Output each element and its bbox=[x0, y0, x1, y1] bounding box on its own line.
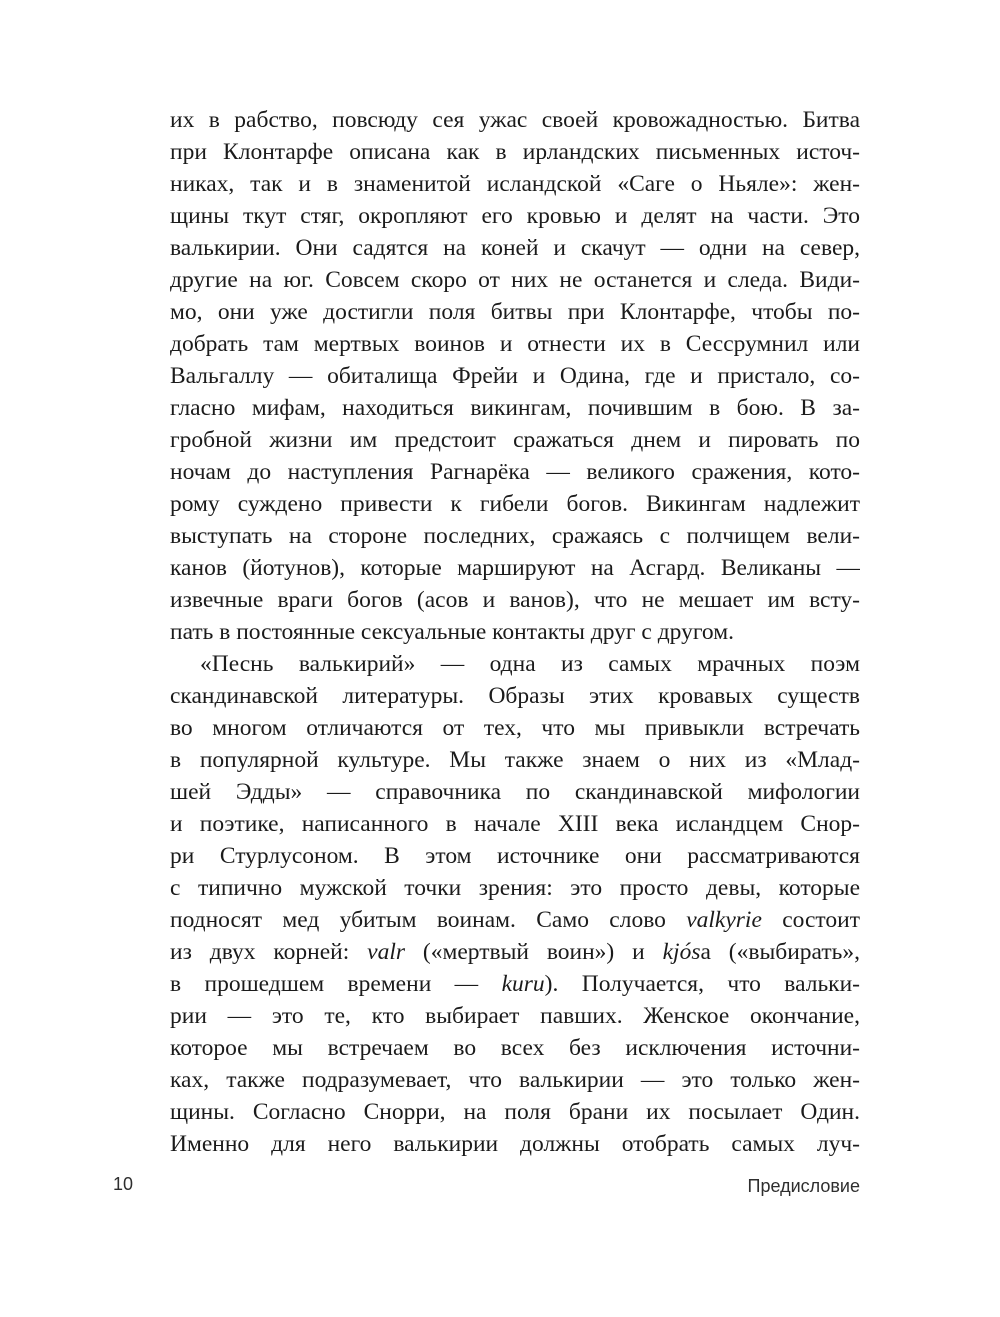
text-line bbox=[170, 744, 860, 776]
italic-term: valr bbox=[367, 939, 405, 965]
text-run: ри Стурлусоном. В этом источнике они рассматриваются bbox=[170, 843, 860, 869]
text-line bbox=[170, 296, 860, 328]
text-run: мо, они уже достигли поля битвы при Клонтарфе, чтобы по- bbox=[170, 299, 860, 325]
text-run: ночам до наступления Рагнарёка — великого сражения, кото- bbox=[170, 459, 860, 485]
text-line bbox=[170, 904, 860, 936]
text-line bbox=[170, 616, 860, 648]
text-run: ). Получается, что вальки- bbox=[544, 971, 860, 997]
text-line bbox=[170, 872, 860, 904]
text-run: щины. Согласно Снорри, на поля брани их посылает Один. bbox=[170, 1099, 860, 1125]
text-line bbox=[170, 200, 860, 232]
text-block bbox=[170, 104, 860, 1160]
text-line bbox=[170, 1000, 860, 1032]
text-run: а («выбирать», bbox=[700, 939, 860, 965]
text-run: Именно для него валькирии должны отобрать самых луч- bbox=[170, 1131, 860, 1157]
text-line bbox=[170, 584, 860, 616]
text-run: рому суждено привести к гибели богов. Викингам надлежит bbox=[170, 491, 860, 517]
text-run: при Клонтарфе описана как в ирландских письменных источ- bbox=[170, 139, 860, 165]
text-run: из двух корней: bbox=[170, 939, 368, 965]
text-line bbox=[170, 456, 860, 488]
text-run: Вальгаллу — обиталища Фрейи и Одина, где и пристало, со- bbox=[170, 363, 860, 389]
text-run: выступать на стороне последних, сражаясь с полчищем вели- bbox=[170, 523, 860, 549]
text-line bbox=[170, 840, 860, 872]
text-line bbox=[170, 264, 860, 296]
text-run: гробной жизни им предстоит сражаться днем и пировать по bbox=[170, 427, 860, 453]
text-run: их в рабство, повсюду сея ужас своей кровожадностью. Битва bbox=[170, 107, 860, 133]
text-line bbox=[170, 1128, 860, 1160]
text-run: «Песнь валькирий» — одна из самых мрачных поэм bbox=[200, 651, 860, 677]
italic-term: kuru bbox=[501, 971, 545, 997]
text-run: рии — это те, кто выбирает павших. Женское окончание, bbox=[170, 1003, 860, 1029]
text-run: скандинавской литературы. Образы этих кровавых существ bbox=[170, 683, 860, 709]
text-run: шей Эдды» — справочника по скандинавской мифологии bbox=[170, 779, 860, 805]
text-line bbox=[170, 136, 860, 168]
italic-term: kjós bbox=[662, 939, 701, 965]
page-number: 10 bbox=[113, 1174, 134, 1194]
text-line bbox=[170, 968, 860, 1000]
text-line bbox=[170, 648, 860, 680]
text-line bbox=[170, 1032, 860, 1064]
text-line bbox=[170, 808, 860, 840]
text-line bbox=[170, 424, 860, 456]
text-line bbox=[170, 168, 860, 200]
text-run: извечные враги богов (асов и ванов), что не мешает им всту- bbox=[170, 587, 860, 613]
text-line bbox=[170, 232, 860, 264]
text-line bbox=[170, 520, 860, 552]
text-run: гласно мифам, находиться викингам, почившим в бою. В за- bbox=[170, 395, 860, 421]
text-run: которое мы встречаем во всех без исключения источни- bbox=[170, 1035, 860, 1061]
text-line bbox=[170, 680, 860, 712]
text-run: никах, так и в знаменитой исландской «Саге о Ньяле»: жен- bbox=[170, 171, 860, 197]
running-title: Предисловие bbox=[747, 1176, 860, 1196]
text-run: в прошедшем времени — bbox=[170, 971, 502, 997]
text-run: другие на юг. Совсем скоро от них не останется и следа. Види- bbox=[170, 267, 860, 293]
text-run: добрать там мертвых воинов и отнести их в Сессрумнил или bbox=[170, 331, 860, 357]
text-run: («мертвый воин») и bbox=[405, 939, 663, 965]
text-line bbox=[170, 488, 860, 520]
text-run: валькирии. Они садятся на коней и скачут — одни на север, bbox=[170, 235, 860, 261]
text-line bbox=[170, 936, 860, 968]
text-run: во многом отличаются от тех, что мы привыкли встречать bbox=[170, 715, 860, 741]
text-line bbox=[170, 104, 860, 136]
text-line bbox=[170, 1064, 860, 1096]
text-run: с типично мужской точки зрения: это просто девы, которые bbox=[170, 875, 860, 901]
text-run: подносят мед убитым воинам. Само слово bbox=[170, 907, 687, 933]
italic-term: valkyrie bbox=[686, 907, 762, 933]
text-run: щины ткут стяг, окропляют его кровью и делят на части. Это bbox=[170, 203, 860, 229]
text-line bbox=[170, 776, 860, 808]
text-line bbox=[170, 1096, 860, 1128]
text-run: канов (йотунов), которые маршируют на Асгард. Великаны — bbox=[170, 555, 860, 581]
text-run: в популярной культуре. Мы также знаем о них из «Млад- bbox=[170, 747, 860, 773]
text-line bbox=[170, 712, 860, 744]
text-run: пать в постоянные сексуальные контакты друг с другом. bbox=[170, 619, 734, 645]
text-line bbox=[170, 552, 860, 584]
text-line bbox=[170, 360, 860, 392]
text-run: состоит bbox=[761, 907, 860, 933]
text-line bbox=[170, 328, 860, 360]
text-run: и поэтике, написанного в начале XIII века исландцем Снор- bbox=[170, 811, 860, 837]
text-line bbox=[170, 392, 860, 424]
text-run: ках, также подразумевает, что валькирии — это только жен- bbox=[170, 1067, 860, 1093]
